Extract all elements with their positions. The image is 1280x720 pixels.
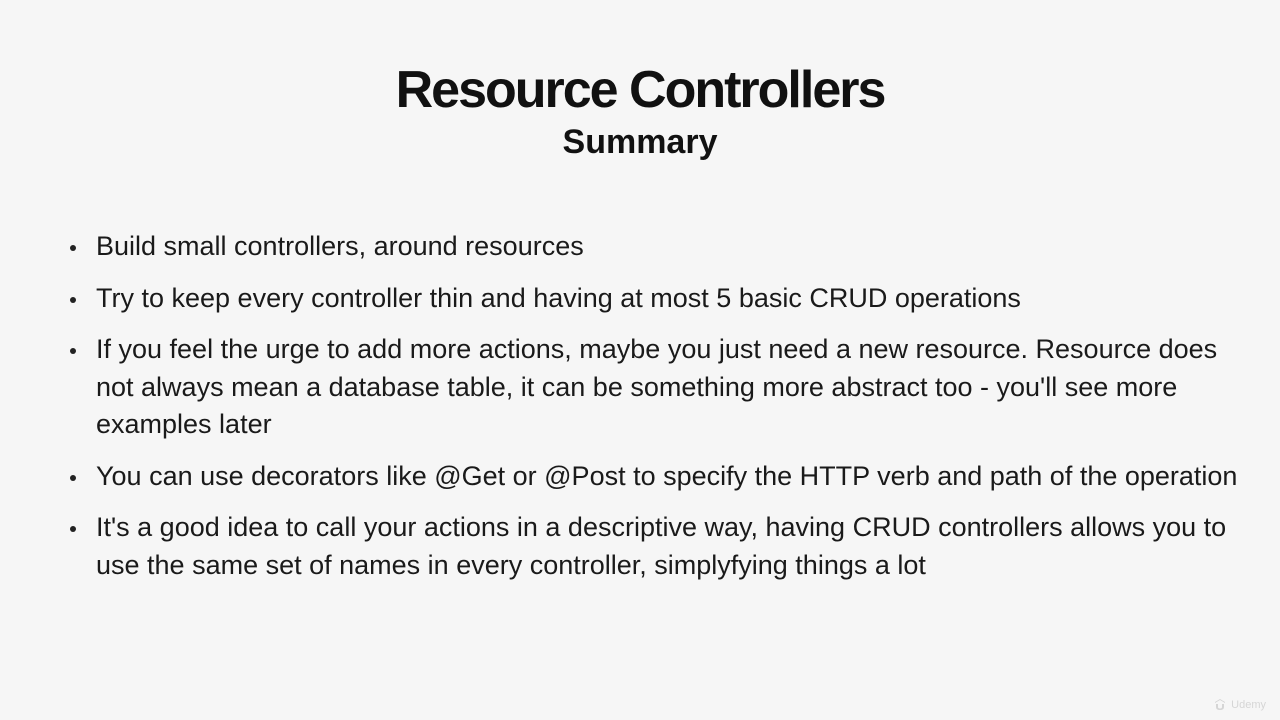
bullet-list: [66, 228, 1246, 598]
bullet-text: It's a good idea to call your actions in a descriptive way, having CRUD controllers allows you to use the same set of names in every controller, simplyfying things a lot: [96, 512, 1227, 580]
bullet-dot-icon: [70, 526, 76, 532]
udemy-logo-icon: [1213, 698, 1227, 712]
bullet-item: [66, 458, 1246, 496]
watermark: [1213, 698, 1266, 712]
bullet-item: [66, 331, 1246, 444]
bullet-text: Build small controllers, around resources: [96, 231, 584, 261]
bullet-dot-icon: [70, 245, 76, 251]
bullet-item: [66, 509, 1246, 584]
slide-subtitle: Summary: [562, 123, 718, 161]
bullet-text: Try to keep every controller thin and having at most 5 basic CRUD operations: [96, 282, 1021, 313]
bullet-item: [66, 228, 1246, 266]
bullet-text: You can use decorators like @Get or @Post to specify the HTTP verb and path of the operation: [96, 460, 1238, 491]
watermark-text: Udemy: [1231, 699, 1266, 711]
bullet-item: [66, 280, 1246, 318]
bullet-text: If you feel the urge to add more actions, maybe you just need a new resource. Resource does not always mean a database table, it can be something more abstract too - you'll see more examples later: [96, 334, 1218, 439]
bullet-dot-icon: [70, 297, 76, 303]
slide-title: Resource Controllers: [395, 61, 885, 119]
bullet-dot-icon: [70, 475, 76, 481]
bullet-dot-icon: [70, 348, 76, 354]
